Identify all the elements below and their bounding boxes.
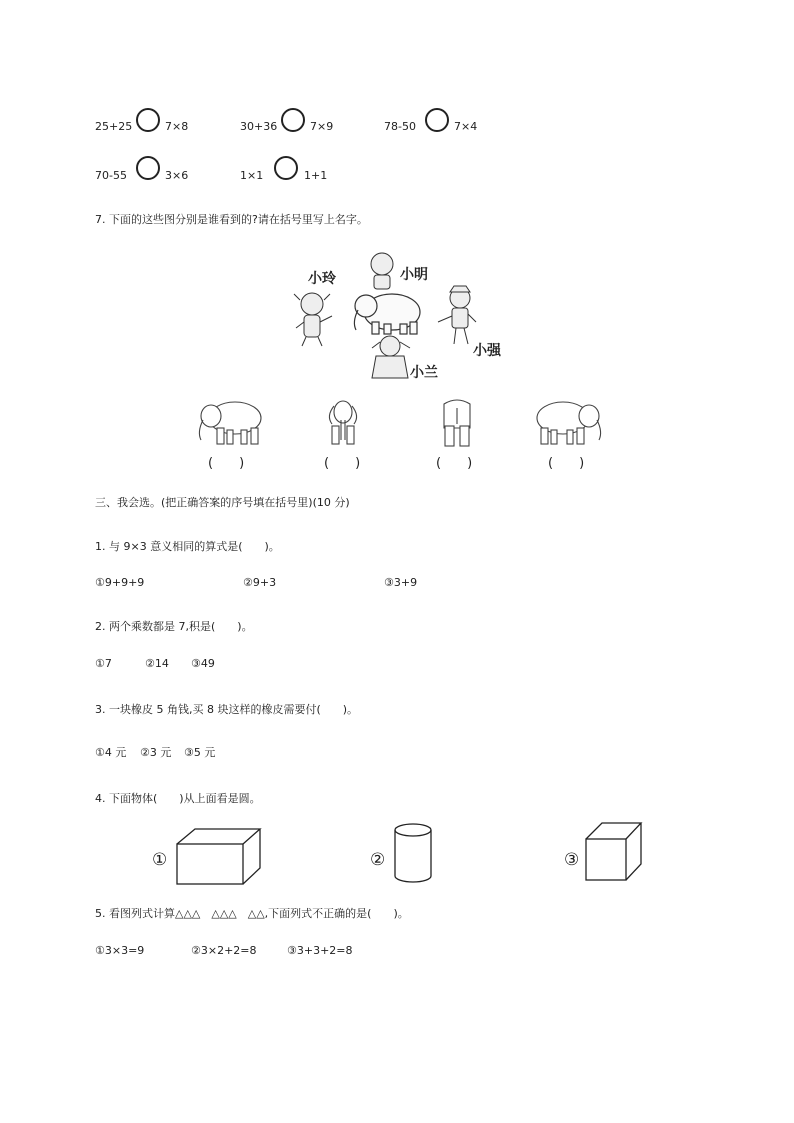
- q3-option-3[interactable]: ③5 元: [184, 746, 216, 759]
- q1-stem: 1. 与 9×3 意义相同的算式是( )。: [95, 540, 280, 553]
- q1-option-2[interactable]: ②9+3: [243, 576, 277, 589]
- name-label-xiaoqiang: 小强: [473, 343, 501, 359]
- compare-right-4: 3×6: [165, 169, 189, 182]
- q5-option-1[interactable]: ①3×3=9: [95, 944, 145, 957]
- q1-option-1[interactable]: ①9+9+9: [95, 576, 145, 589]
- xiaolan-figure-icon: [372, 336, 410, 378]
- compare-circle-5[interactable]: [274, 156, 298, 180]
- q2-option-2[interactable]: ②14: [145, 657, 169, 670]
- name-label-xiaoling: 小玲: [308, 271, 336, 287]
- q4-option-3[interactable]: ③: [564, 850, 580, 870]
- q3-stem: 3. 一块橡皮 5 角钱,买 8 块这样的橡皮需要付( )。: [95, 703, 359, 716]
- q1-option-3[interactable]: ③3+9: [384, 576, 418, 589]
- compare-right-2: 7×9: [310, 120, 334, 133]
- elephant-side-view-left-icon: [195, 398, 267, 448]
- compare-circle-2[interactable]: [281, 108, 305, 132]
- answer-paren-4[interactable]: ( ): [548, 456, 585, 471]
- q3-option-1[interactable]: ①4 元: [95, 746, 127, 759]
- q5-option-2[interactable]: ②3×2+2=8: [191, 944, 257, 957]
- q4-stem: 4. 下面物体( )从上面看是圆。: [95, 792, 261, 805]
- compare-left-5: 1×1: [240, 169, 264, 182]
- answer-paren-3[interactable]: ( ): [436, 456, 473, 471]
- q7-text: 7. 下面的这些图分别是谁看到的?请在括号里写上名字。: [95, 213, 368, 226]
- cylinder-icon: [393, 822, 433, 884]
- cuboid-icon: [176, 828, 262, 886]
- xiaoling-figure-icon: [294, 293, 332, 346]
- elephant-front-view-icon: [326, 398, 360, 448]
- compare-left-3: 78-50: [384, 120, 416, 133]
- xiaoqiang-figure-icon: [438, 286, 476, 344]
- compare-right-5: 1+1: [304, 169, 328, 182]
- compare-right-3: 7×4: [454, 120, 478, 133]
- q5-stem: 5. 看图列式计算△△△ △△△ △△,下面列式不正确的是( )。: [95, 907, 409, 920]
- q2-option-1[interactable]: ①7: [95, 657, 112, 670]
- compare-circle-4[interactable]: [136, 156, 160, 180]
- q4-option-2[interactable]: ②: [370, 850, 386, 870]
- cube-icon: [585, 822, 643, 882]
- compare-right-1: 7×8: [165, 120, 189, 133]
- q5-option-3[interactable]: ③3+3+2=8: [287, 944, 353, 957]
- compare-left-1: 25+25: [95, 120, 133, 133]
- answer-paren-1[interactable]: ( ): [208, 456, 245, 471]
- center-elephant-icon: [354, 294, 420, 334]
- compare-circle-3[interactable]: [425, 108, 449, 132]
- q3-option-2[interactable]: ②3 元: [140, 746, 172, 759]
- elephant-side-view-right-icon: [533, 398, 605, 448]
- name-label-xiaoming: 小明: [400, 267, 428, 283]
- q2-option-3[interactable]: ③49: [191, 657, 215, 670]
- answer-paren-2[interactable]: ( ): [324, 456, 361, 471]
- section3-title: 三、我会选。(把正确答案的序号填在括号里)(10 分): [95, 496, 350, 509]
- compare-left-2: 30+36: [240, 120, 278, 133]
- q4-option-1[interactable]: ①: [152, 850, 168, 870]
- compare-circle-1[interactable]: [136, 108, 160, 132]
- elephant-back-view-icon: [440, 400, 474, 448]
- q2-stem: 2. 两个乘数都是 7,积是( )。: [95, 620, 253, 633]
- compare-left-4: 70-55: [95, 169, 127, 182]
- xiaoming-figure-icon: [371, 253, 393, 289]
- name-label-xiaolan: 小兰: [410, 365, 438, 381]
